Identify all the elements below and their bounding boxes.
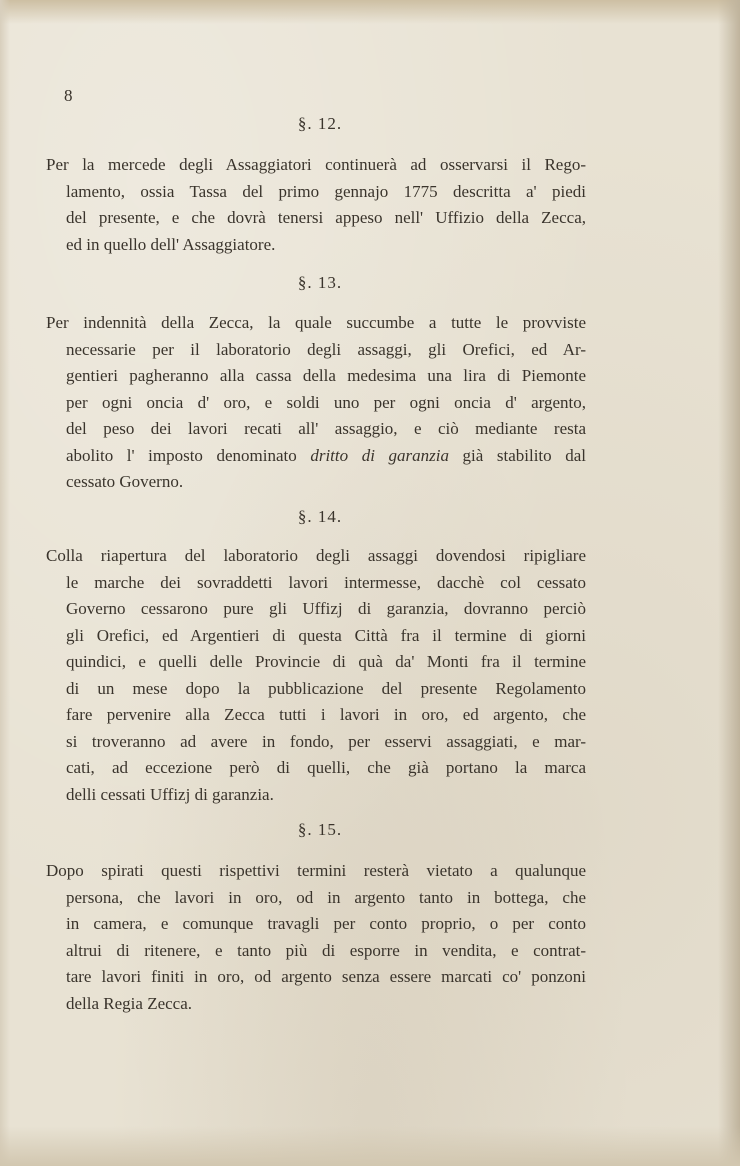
paragraph-line: cessato Governo. — [66, 472, 184, 491]
paragraph-line: di un mese dopo la pubblicazione del presente Regolamento — [66, 678, 586, 698]
paragraph-line: delli cessati Uffizj di garanzia. — [66, 784, 274, 804]
paragraph-line: gli Orefici, ed Argentieri di questa Città fra il termine di giorni — [66, 625, 586, 645]
paragraph-line: Colla riapertura del laboratorio degli assaggi dovendosi ripigliare — [46, 546, 586, 565]
paragraph-line: quindici, e quelli delle Provincie di quà da' Monti fra il termine — [66, 652, 586, 671]
paragraph-line: tare lavori finiti in oro, od argento senza essere marcati co' ponzoni — [66, 967, 586, 986]
paragraph-line: altrui di ritenere, e tanto più di esporre in vendita, e contrat- — [66, 940, 586, 960]
paragraph-line: del peso dei lavori recati all' assaggio, e ciò mediante resta — [66, 419, 586, 438]
paragraph-line: ed in quello dell' Assaggiatore. — [66, 234, 276, 254]
paragraph-line: gentieri pagheranno alla cassa della medesima una lira di Piemonte — [66, 366, 586, 385]
paragraph-line: Per la mercede degli Assaggiatori continuerà ad osservarsi il Rego- — [46, 155, 586, 174]
section-paragraph-14 — [46, 543, 586, 808]
paragraph-line: necessarie per il laboratorio degli assaggi, gli Orefici, ed Ar- — [66, 339, 586, 359]
section-title-13: §. 13. — [297, 273, 343, 292]
paragraph-line: della Regia Zecca. — [66, 993, 193, 1013]
paragraph-line: si troveranno ad avere in fondo, per esservi assaggiati, e mar- — [66, 731, 586, 751]
paragraph-line: Dopo spirati questi rispettivi termini resterà vietato a qualunque — [46, 861, 586, 880]
section-title-15: §. 15. — [297, 820, 343, 839]
italic-phrase: dritto di garanzia — [310, 445, 449, 465]
paragraph-line: persona, che lavori in oro, od in argento tanto in bottega, che — [66, 887, 586, 907]
page-number: 8 — [64, 86, 73, 105]
paragraph-line: le marche dei sovraddetti lavori intermesse, dacchè col cessato — [66, 572, 586, 592]
paragraph-line: cati, ad eccezione però di quelli, che già portano la marca — [66, 758, 586, 777]
section-paragraph-13 — [46, 310, 586, 496]
paper-edge-left — [0, 0, 10, 1166]
paragraph-line: del presente, e che dovrà tenersi appeso nell' Uffizio della Zecca, — [66, 208, 586, 227]
section-paragraph-12 — [46, 152, 586, 258]
paragraph-line-italic: abolito l' imposto denominato dritto di garanzia già stabilito dal — [66, 445, 586, 465]
paragraph-line: in camera, e comunque travagli per conto proprio, o per conto — [66, 914, 586, 933]
paragraph-line: Governo cessarono pure gli Uffizj di garanzia, dovranno perciò — [66, 599, 586, 618]
paragraph-line: lamento, ossia Tassa del primo gennajo 1775 descritta a' piedi — [66, 181, 586, 201]
paragraph-line: fare pervenire alla Zecca tutti i lavori in oro, ed argento, che — [66, 705, 586, 724]
section-title-12: §. 12. — [297, 114, 343, 133]
paper-edge-top — [0, 0, 740, 24]
paper-edge-bottom — [0, 1126, 740, 1166]
section-title-14: §. 14. — [297, 507, 343, 526]
paragraph-line: Per indennità della Zecca, la quale succumbe a tutte le provviste — [46, 313, 586, 332]
paper-edge-right — [718, 0, 740, 1166]
paragraph-line: per ogni oncia d' oro, e soldi uno per ogni oncia d' argento, — [66, 392, 586, 412]
section-paragraph-15 — [46, 858, 586, 1017]
